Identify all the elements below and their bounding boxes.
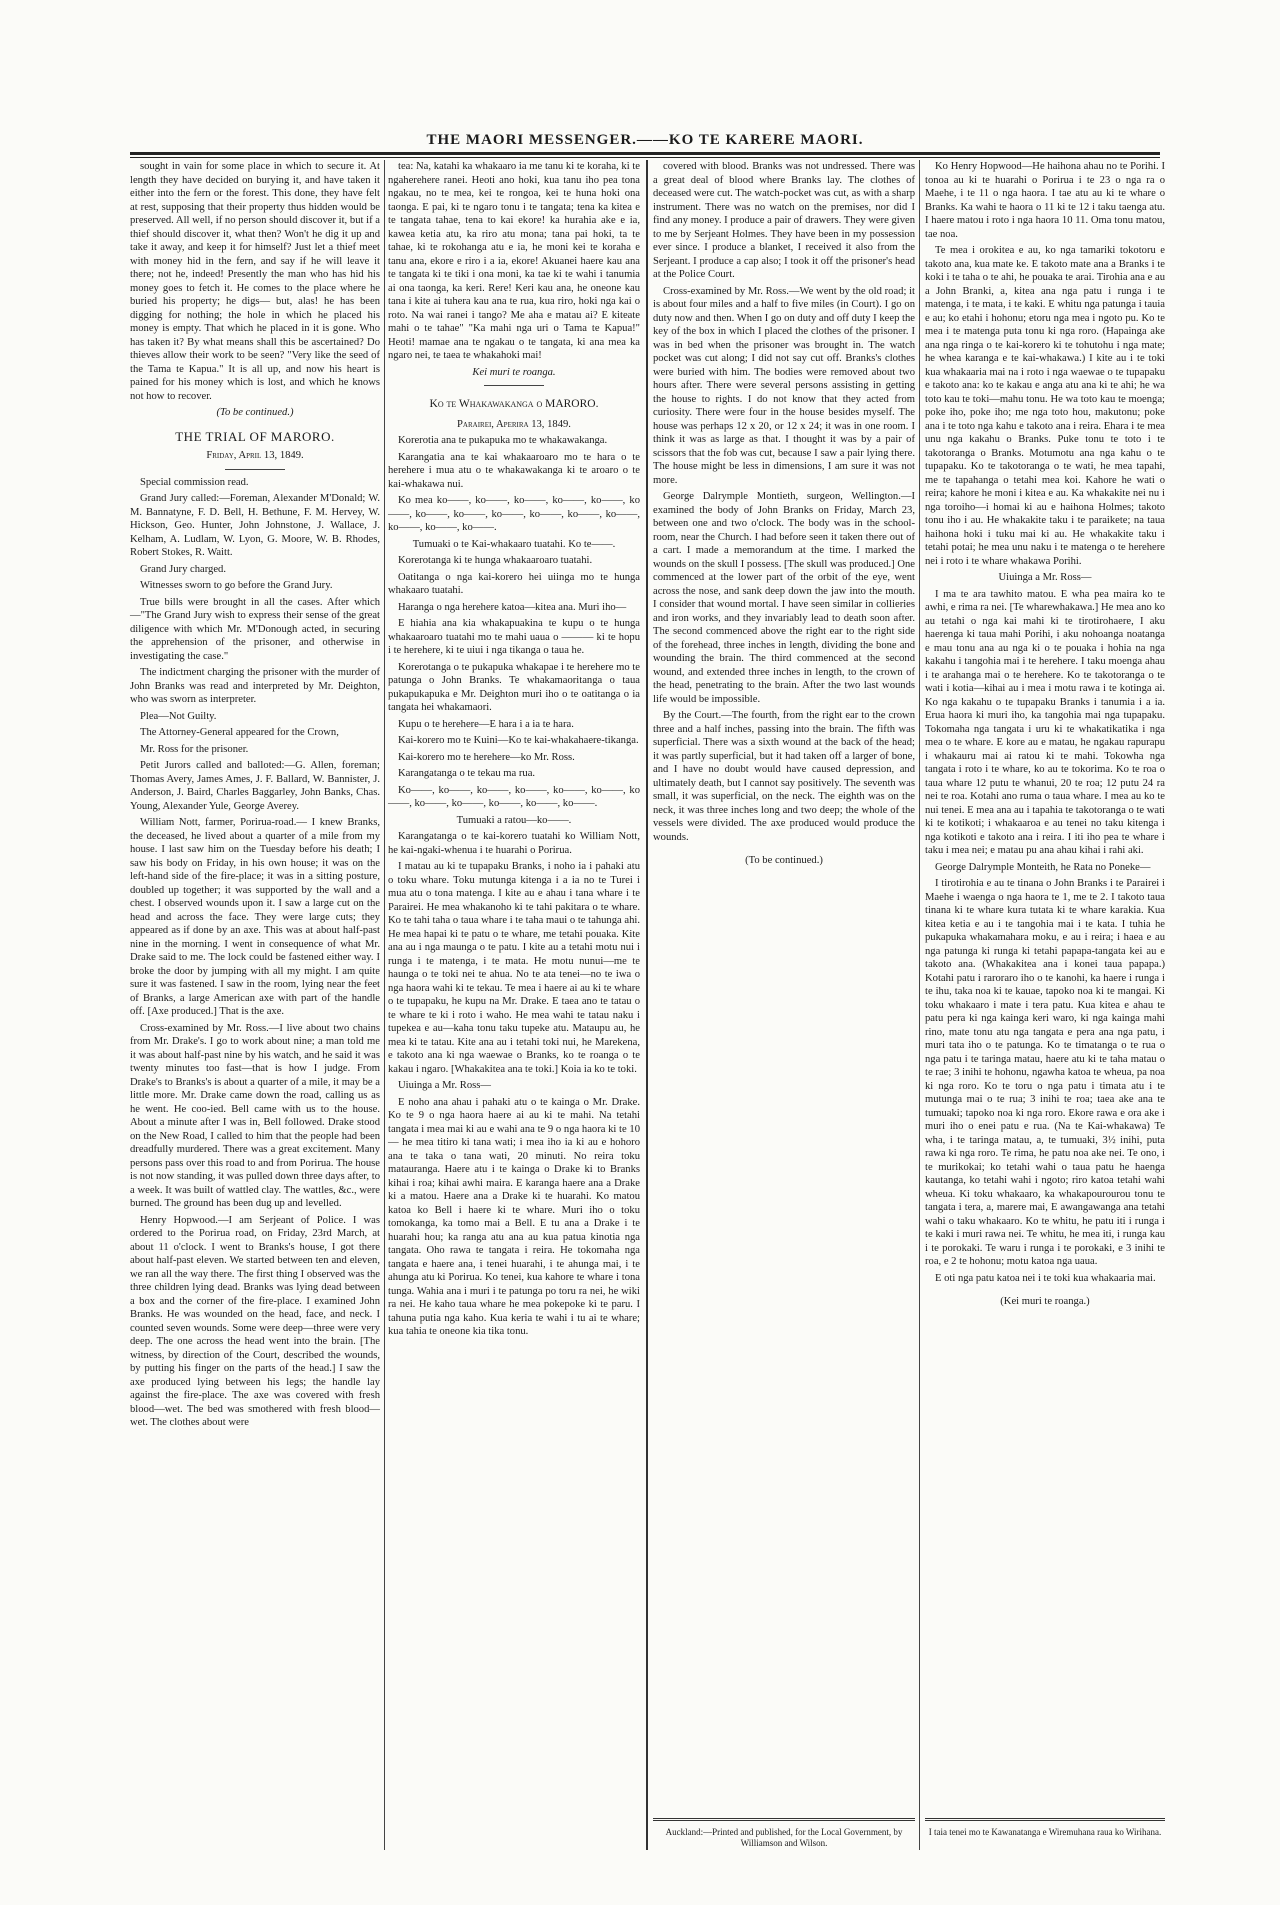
article-paragraph: Tumuaki o te Kai-whakaaro tuatahi. Ko te——. — [412, 538, 616, 550]
article-paragraph: Witnesses sworn to go before the Grand Jury. — [140, 580, 333, 591]
article-paragraph: George Dalrymple Monteith, he Rata no Poneke— — [935, 861, 1151, 873]
article-paragraph: sought in vain for some place in which to secure it. At length they have decided on burying it, and have taken it either into the fern or the forest. This done, they have felt at rest, supposing that their property thus hidden would be preserved. All well, if no person should discover it, but if a thief should discover it, what then? Won't he dig it up and take it away, and keep it for himself? Just let a thief meet with money hid in the fern, and say if he will leave it there; not he, indeed! Presently the man who has hid his money goes to fetch it. He comes to the place where he buried his property; he digs— but, alas! he has been digging for nothing; the hole in which he placed his money is empty. That which he placed in it is gone. Who has taken it? By what means shall this be ascertained? Do thieves allow their work to be seen? "Very like the seed of the Tama te Kapua." It is all up, and now his heart is pained for his money which is lost, and which he knows not how to recover. — [130, 161, 380, 402]
article-paragraph: Ko Henry Hopwood—He haihona ahau no te Porihi. I tonoa au ki te huarahi o Porirua i te 23 o nga ra o Maehe, i te 11 o nga haora. I tae atu au ki te whare o Branks. Ka wahi te haora o 11 ki te 12 i taku taenga atu. I haere matou i roto i nga haora 10 11. Oma tonu matou, tae noa. — [925, 161, 1165, 240]
article-paragraph: True bills were brought in all the cases. After which—"The Grand Jury wish to express their sense of the great diligence with which Mr. M'Donough acted, in securing the apprehension of the prisoner, and otherwise in investigating the case." — [130, 596, 380, 662]
masthead-title: THE MAORI MESSENGER.——KO TE KARERE MAORI. — [426, 132, 864, 148]
continued-note: Kei muri te roanga. — [472, 366, 556, 378]
article-paragraph: Petit Jurors called and balloted:—G. Allen, foreman; Thomas Avery, James Ames, J. F. Ballard, W. Bannister, J. Anderson, J. Baird, Charles Baggarley, John Banks, Chas. Young, Alexander Yule, George Averey. — [130, 760, 380, 812]
continued-note: (Kei muri te roanga.) — [1000, 1296, 1090, 1307]
article-paragraph: I matau au ki te tupapaku Branks, i noho ia i pahaki atu o toku whare. Toku mutunga kitenga i a ia no te Turei i mua atu o tona matenga. I kite au e ahau i tana whare i te Parairei. He mea whakanoho ki te tahi pakitara o te whare. Ko te tahi taha o taua whare i te taha maui o te tahunga ahi. He mea hapai ki te patu o te whare, me tetahi pouaka. Kite ana au i nga maunga o te patu. I kite au a tetahi motu nui i runga i te matenga, i te mata. He motu nunui—me te haunga o te toki nei te ahua. No te ata tenei—no te iwa o nga haora wahi ki te tekau. Te mea i haere ai au ki te whare o te tupapaku, he kupu na Mr. Drake. E taea ano te tatau o te whare te ki i roto i waho. He mea wahi te tatau naku i tupekea e au—kaha tonu taku tupeke atu. Mataupu au, he mea ki te tatau. Kite ana au i tetahi toki nui, he Marekena, e takoto ana ki nga waewae o Branks, ko te roanga o te kakau i ngaro. [Whakakitea ana te toki.] Koia ia ko te toki. — [388, 861, 640, 1075]
article-paragraph: I tirotirohia e au te tinana o John Branks i te Parairei i Maehe i waenga o nga haora te 1, me te 2. I takoto taua tinana ki te whare kura tutata ki te whare karakia. Kua kitea ketia e au i te tangohia mai i te kata. I tuhia he pukapuka whakamahara moku, e au i reira; i haea e au nga patunga ki runga ki tetahi papapa-tangata kei au e takoto ana. (Whakakitea ana i konei taua papapa.) Kotahi patu i raroraro iho o te kanohi, ka haere i runga i te ihu, taka noa ki te kauae, tapoko noa ki te mangai. Ki toku whakaaro i mate i tera patu. Kua kitea e ahau te patu pera ki nga kainga keri waro, ki nga kainga mahi rino, mate tonu atu nga tangata e pera ana nga patu, i muri tata iho o te patunga. Ko te timatanga o te rua o nga patu i te taringa matau, haere atu ki te taha matau o te rae; 3 inihi te hohonu, ngawha katoa te wheua, pa noa ki nga roro. Ko te toru o nga patu i timata atu i te mutunga mai o te rua; 3 inihi te roa; taea ake ana te tumuaki; tapoko noa ki nga roro. Ekore rawa e ora ake i muri iho o enei patu e rua. (Na te Kai-whakawa) Te wha, i te taringa matau, a, te tumuaki, 3½ inihi, puta rawa ki nga roro. Te rima, he patu noa ake nei. Te ono, i te murikokai; ko tetahi wahi o taua patu he haenga kautanga, ko tetahi wahi i ngoto; riro katoa tetahi wahi wheua. Ki toku whakaaro, ka whakapourourou tonu te tangata i tera, a, marere mai, E awangawanga ana tetahi wahi o taku whakaaro. Ko te whitu, he patu iti i runga i te kaki i muri rawa nei. Te whitu, he mea iti, i runga kau i te porokaki. Te waru i runga i te porokaki, e 3 inihi te roa, e 2 te hohonu; motu katoa nga uaua. — [925, 878, 1165, 1267]
article-paragraph: Uiuinga a Mr. Ross— — [998, 572, 1092, 583]
article-paragraph: William Nott, farmer, Porirua-road.— I knew Branks, the deceased, he lived about a quarter of a mile from my house. I last saw him on the Tuesday before his death; I saw his body on Friday, in his own house; it was on the left-hand side of the fire-place; it was in a sitting posture, doubled up together; it was supported by the wall and a chest. I observed wounds upon it. I saw a large cut on the head and across the face. They were large cuts; they appeared as if done by an axe. This was at about half-past nine in the morning. I went in consequence of what Mr. Drake said to me. The lock could be fastened either way. I broke the door by jumping with all my might. I am quite sure it was fastened. I saw in the room, lying near the feet of Branks, a large American axe with part of the handle off. [Axe produced.] That is the axe. — [130, 817, 380, 1017]
article-paragraph: Karangatanga o te tekau ma rua. — [398, 768, 536, 779]
article-paragraph: The Attorney-General appeared for the Crown, — [140, 727, 339, 738]
article-paragraph: Cross-examined by Mr. Ross.—I live about two chains from Mr. Drake's. I go to work about nine; a man told me it was about half-past nine by his watch, and he said it was twenty minutes too fast—that is how I judge. From Drake's to Branks's is about a quarter of a mile, it may be a little more. Mr. Drake came down the road, calling us as he went. He coo-ied. Bell came with us to the house. About a minute after I was in, Bell followed. Drake stood on the New Road, I called to him that the people had been dreadfully murdered. There was a great excitement. Many persons pass over this road to and from Porirua. The house is not now standing, it was pulled down three days after, to a week. It was built of wattled clay. The wattles, &c., were burned. The ground has been dug up and levelled. — [130, 1022, 380, 1209]
article-paragraph: Kupu o te herehere—E hara i a ia te hara. — [398, 718, 574, 730]
column-divider — [646, 160, 648, 1850]
article-paragraph: Haranga o nga herehere katoa—kitea ana. Muri iho— — [398, 601, 627, 613]
article-paragraph: Karangatanga o te kai-korero tuatahi ko William Nott, he kai-ngaki-whenua i te huarahi o Porirua. — [388, 831, 640, 856]
article-paragraph: Kai-korero mo te Kuini—Ko te kai-whakahaere-tikanga. — [398, 735, 639, 746]
continued-note: (To be continued.) — [745, 855, 823, 866]
column-1 — [130, 160, 380, 1433]
column-divider — [384, 160, 385, 1850]
article-paragraph: tea: Na, katahi ka whakaaro ia me tanu ki te koraha, ki te ngaherehere ranei. Heoti ano hoki, kua tanu iho pea tona ngakau, no te mea, kei te rongoa, kei te huna hoki ona taonga. E pai, ki te ngaro tonu i te tangata; tena ka kitea e te tangata tahae, tena to kai ekore! ka hurahia ake e ia, kawea ketia atu, ka riro atu mona; tana pai hoki, ta te tahae, ki te rokohanga atu e ia, he moni kei te koraha e tanu ana, ekore e riro i a ia, ekore! Akuanei haere kau ana te tangata ki te tiki i ona moni, ka tae ki te wahi i tanumia ai ona taonga, ka keri. Rere! Keri kau ana, he oneone kau tana i kite ai tuhera kau ana te rua, kua riro, hoki nga kai o roto. Na wai ranei i tango? Me aha e matau ai? E kiteate mahi o te tahae" "Ka mahi nga uri o Tama te Kapua!" Heoti! mamae ana te ngakau o te tangata, ki ana mea ka ngaro nei, te taea te whakahoki mai! — [388, 161, 640, 361]
divider — [225, 469, 285, 470]
column-divider — [919, 160, 920, 1850]
article-paragraph: Henry Hopwood.—I am Serjeant of Police. I was ordered to the Porirua road, on Friday, 23rd March, at about 11 o'clock. I went to Branks's house, I got there about half-past eleven. We started between ten and eleven, we ran all the way there. The first thing I observed was the three children lying dead. Branks was lying dead between a box and the corner of the fire-place. I examined John Branks. He was wounded on the head, face, and neck. I counted seven wounds. Some were deep—three were very deep. The one across the head went into the brain. [The witness, by direction of the Court, described the wounds, by putting his finger on the parts of the head.] I saw the axe produced lying between his legs; the handle lay against the fire-place. The axe was covered with fresh blood—wet. The bed was smothered with fresh blood—wet. The clothes about were — [130, 1214, 380, 1428]
trial-body — [130, 476, 380, 1430]
article-paragraph: Te mea i orokitea e au, ko nga tamariki tokotoru e takoto ana, kua mate ke. E takoto mate ana a Branks i te koki i te taha o te ahi, he pouaka te arai. Tirohia ana e au a John Branki, a, kitea ana nga patu i runga i te matenga, i te mata, i te kaki. E whitu nga patunga i tauia e au; ko etahi i hohonu; etoru nga mea i ngoto pu. Ko te mea i te matenga puta tonu ki nga roro. (Hapainga ake ana nga ringa o te kai-korero ki te tohutohu i nga mate; he whea karanga e te kai-whakawa.) I kite au i te toki kua whakaaria mai na i roto i nga waewae o te tupapaku e takoto ana: ko te kakau e anga atu ana ki te ahi; he wa toto kau te toki—mahu tonu. He wa toto kau te moenga; poke iho, poke iho; me nga toto hou, makutonu; poke ana i te toto nga kahu e takoto ana i reira. Ehara i te mea unu nga kakahu o Branks. Puke tonu te toto i te takotoranga o Branks. Motumotu ana nga kahu o te tupapaku. Ko te takotoranga o te wati, he mea tapahi, me te tapahanga o tetahi mea koi. Kahore he wati o reira; kahore he moni i kitea e au. Ka whakakite nei nu i nga toroiho—i homai ki au e haihona Holmes; takoto tonu iho i au. He whakakite taku i te paraikete; na taua haihona hoki i tuku mai ki au. He whakakite taku i tetahi potai; he mea unu naku i te matenga o te herehere nei i roto i te whare whakawa Porihi. — [925, 245, 1165, 567]
article-paragraph: Kai-korero mo te herehere—ko Mr. Ross. — [398, 751, 575, 763]
article-paragraph: Karangatia ana te kai whakaaroaro mo te hara o te herehere i mua atu o te whakawakanga ki te aroaro o te kai-whakawa nui. — [388, 451, 640, 490]
divider — [484, 385, 544, 386]
trial-heading: THE TRIAL OF MARORO. — [175, 428, 335, 444]
column-4 — [925, 160, 1165, 1312]
article-paragraph: Tumuaki a ratou—ko——. — [456, 814, 572, 826]
article-paragraph: The indictment charging the prisoner with the murder of John Branks was read and interpreted by Mr. Deighton, who was sworn as interpreter. — [130, 667, 380, 705]
article-paragraph: Plea—Not Guilty. — [140, 710, 217, 722]
article-paragraph: Cross-examined by Mr. Ross.—We went by the old road; it is about four miles and a half to five miles (in Court). I go on duty now and then. When I go on duty and off duty I keep the key of the box in which I placed the clothes of the prisoner. I was in bed when the prisoner was brought in. The watch pocket was cut along; I did not say cut off. Branks's clothes were buried with him. The bodies were removed about two hours after. There were several persons assisting in getting the house to rights. I do not know that they acted from curiosity. There were four in the house besides myself. The house was perhaps 12 x 20, or 12 x 24; it was in one room. I think it was as large as that. I thought it was by a pair of scissors that the fob was cut, because I saw a pair lying there. The house might be less in dimensions, I am sure it was not more. — [653, 285, 915, 486]
article-paragraph: Grand Jury called:—Foreman, Alexander M'Donald; W. M. Bannatyne, F. D. Bell, H. Bethune, F. M. Hervey, W. Hickson, Geo. Hunter, John Johnstone, J. Wallace, J. Kelham, A. Ludlam, W. Lyon, G. Moore, W. B. Rhodes, Robert Stokes, R. Waitt. — [130, 493, 380, 558]
trial-heading-maori: Ko te Whakawakanga o MARORO. — [429, 398, 599, 410]
trial-date-maori: Parairei, Aperira 13, 1849. — [457, 418, 571, 430]
article-paragraph: Korerotanga ki te hunga whakaaroaro tuatahi. — [398, 555, 593, 566]
article-paragraph: E oti nga patu katoa nei i te toki kua whakaaria mai. — [935, 1272, 1156, 1284]
article-paragraph: Uiuinga a Mr. Ross— — [398, 1080, 491, 1091]
article-paragraph: Mr. Ross for the prisoner. — [140, 743, 249, 755]
article-paragraph: George Dalrymple Montieth, surgeon, Wellington.—I examined the body of John Branks on Friday, March 23, between one and two o'clock. The body was in the school-room, near the Church. I had before seen it taken there out of a cart. I made a memorandum at the time. I marked the wounds on the skull I possess. [The skull was produced.] One commenced at the lower part of the orbit of the eye, went across the nose, and sank deep down the jaw into the mouth. I consider that wound mortal. I have seen similar in collieries and iron works, and they invariably lead to death soon after. The second commenced above the right ear to the right side of the forehead, three inches in length, dividing the bone and wounding the brain. The third commenced at the second wound, and extended three inches in length, to the crown of the head, penetrating to the brain. After the two last wounds life would be impossible. — [653, 491, 915, 705]
continued-note: (To be continued.) — [216, 407, 294, 418]
article-paragraph: Korerotia ana te pukapuka mo te whakawakanga. — [398, 435, 608, 446]
article-paragraph: Oatitanga o nga kai-korero hei uiinga mo te hunga whakaaro tuatahi. — [388, 571, 640, 596]
imprint-footer-maori — [925, 1818, 1165, 1838]
imprint-text: Auckland:—Printed and published, for the Local Government, by Williamson and Wilson. — [665, 1827, 903, 1848]
masthead-rule — [130, 152, 1160, 158]
article-paragraph: E hiahia ana kia whakapuakina te kupu o te hunga whakaaroaro tuatahi mo te mahi uaua o ——— ki te hopu i te herehere, ki te uiui i nga tikanga o taua he. — [388, 618, 640, 656]
article-paragraph: Ko mea ko——, ko——, ko——, ko——, ko——, ko——, ko——, ko——, ko——, ko——, ko——, ko——, ko——, ko——, ko——. — [388, 495, 640, 533]
column-2 — [388, 160, 640, 1342]
article-paragraph: covered with blood. Branks was not undressed. There was a great deal of blood where Branks lay. The clothes of deceased were cut. The watch-pocket was cut, as with a sharp instrument. There was no watch on the premises, nor did I find any money. I produce a pair of drawers. They were given to me by Serjeant Holmes. They have been in my possession ever since. I produce a blanket, I received it also from the Serjeant. I produce a cap also; I took it off the prisoner's head at the Police Court. — [653, 161, 915, 280]
article-paragraph: Special commission read. — [140, 476, 249, 488]
article-paragraph: Grand Jury charged. — [140, 563, 226, 575]
article-paragraph: By the Court.—The fourth, from the right ear to the crown three and a half inches, passing into the brain. The fifth was superficial. There was a sixth wound at the back of the head; it was partly superficial, but it had taken off a larger of bone, and I have no doubt would have caused depression, and ultimately death, but I cannot say positively. The seventh was small, it was superficial, on the neck. The eighth was on the neck, it was three inches long and two deep; the whole of the vessels were divided. The axe produced would produce the wounds. — [653, 710, 915, 843]
article-paragraph: Ko——, ko——, ko——, ko——, ko——, ko——, ko——, ko——, ko——, ko——, ko——, ko——. — [388, 784, 640, 809]
imprint-footer — [653, 1818, 915, 1849]
imprint-text: I taia tenei mo te Kawanatanga e Wiremuhana raua ko Wirihana. — [928, 1827, 1162, 1837]
article-paragraph: I ma te ara tawhito matou. E wha pea maira ko te awhi, e rima ra nei. [Te wharewhakawa.] He mea ano ko au tetahi o nga kai mahi ki te tirotirohaere, I aku haerenga ki taua mahi Porihi, i aku nohoanga noatanga e mau tonu ana au nga ki o te pouaka i hohia na nga kakahu i tangohia mai i te herehere. I taku moenga ahau i te arahanga mai o te herehere. Ko te takotoranga o te wati i kotia—kihai au i mea i motu rawa i te kotinga ai. Ko nga kakahu o te tupapaku Branks i tanumia i a ia. Erua haora ki muri iho, ka tangohia mai nga tupapaku. Tokomaha nga tangata i uru ki te whakatikatika i nga mea o te whare. E kore au e matau, he ngakau rapurapu i whakauru mai ai ratou ki te mahi. Tokowha nga tangata i roto i te whare, ko au te tokorima. Ko te roa o taua whare 12 putu te whanui, 20 te roa; 12 putu 24 ra nei te roa. Kotahi ano ruma o taua whare. I mea au ko te nui tenei. E mea ana au i tapahia te takotoranga o te wati ki te kotikoti; i whakaaroa e au tenei no taku kitenga i nga kotikoti e takoto ana i reira. I iti iho pea te whare i taku i mea nei; e matau pu ana ahau kihai i rahi aki. — [925, 588, 1165, 856]
column-3 — [653, 160, 915, 871]
article-paragraph: E noho ana ahau i pahaki atu o te kainga o Mr. Drake. Ko te 9 o nga haora haere ai au ki te mahi. Na tetahi tangata i mea mai ki au e wahi ana te 9 o nga haora ki te 10— he mea titiro ki tana wati; i mea iho ia ki au e hohoro ana te taka o tana wati, 20 minuti. No reira toku matauranga. Haere atu i te kainga o Drake ki to Branks kihai i roa; kihai awhi maira. E karanga haere ana a Drake ki a matou. Haere ana a Drake ki te huarahi. Ko matou katoa ko Bell i haere ki te whare. Muri iho o toku tomokanga, ka tomo mai a Bell. E tu ana a Drake i te huarahi hou; ka ranga atu ana au kua patua kinotia nga tangata. Oho rawa te tangata i reira. He tokomaha nga tangata e haere ana, i tenei huarahi, i te ahunga mai, i te ahunga atu ki Porirua. Ko tenei, kua kahore te whare i tona tunga. Wahia ana i muri i te patunga po toru ra nei, he wiki ra nei. He kaho taua whare he mea pokepoke ki te paru. I tahuna putia nga kaho. Kua keria te wahi i tu ai te whare; kua tahia te oneone kia tika tonu. — [388, 1096, 640, 1337]
trial-date: Friday, April 13, 1849. — [206, 450, 304, 461]
article-paragraph: Korerotanga o te pukapuka whakapae i te herehere mo te patunga o John Branks. Te whakamaoritanga o taua pukapukapuka e Mr. Deighton muri iho o te oatitanga o ia tangata hei whakamaori. — [388, 661, 640, 713]
trial-body-maori — [388, 434, 640, 1339]
